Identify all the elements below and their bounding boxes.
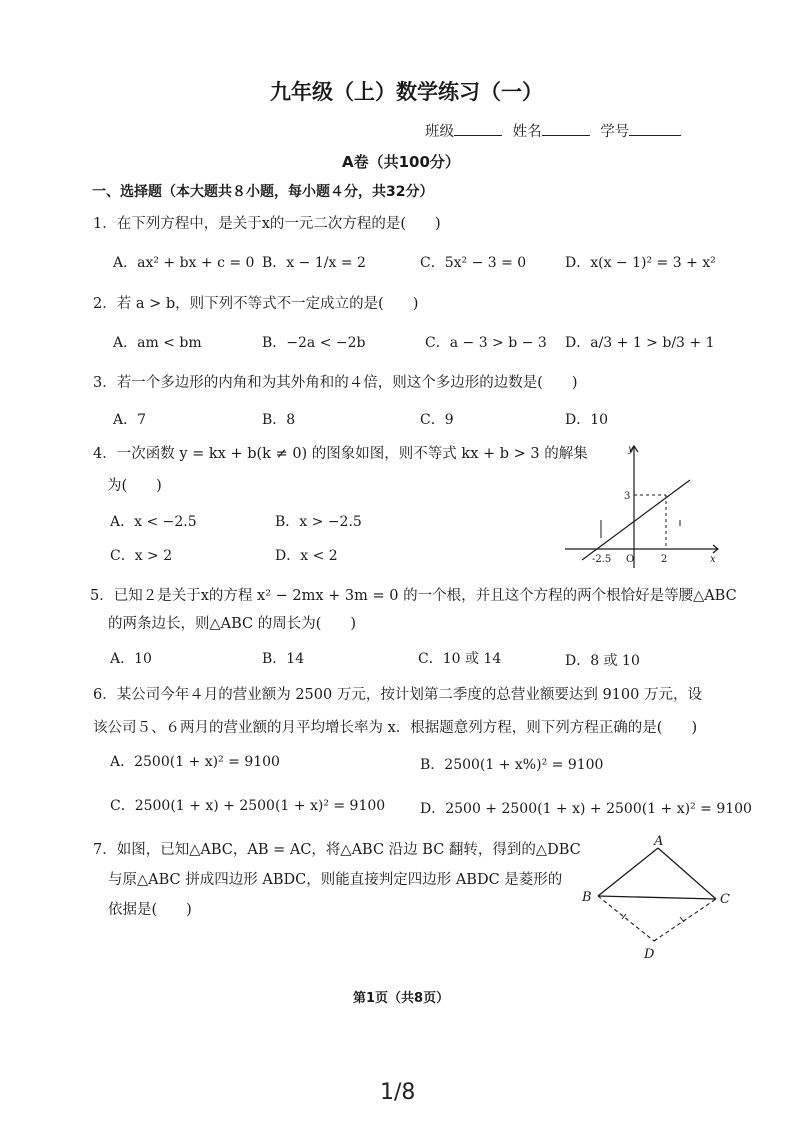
- side-bc: [598, 896, 716, 899]
- question-3-stem: 3．若一个多边形的内角和为其外角和的４倍，则这个多边形的边数是( ): [93, 375, 578, 391]
- question-7-stem-cont: 与原△ABC 拼成四边形 ABDC，则能直接判定四边形 ABDC 是菱形的: [108, 872, 563, 888]
- id-label: 学号: [600, 124, 630, 140]
- question-7-stem-cont2: 依据是( ): [108, 902, 192, 918]
- question-2-stem: 2．若 a > b，则下列不等式不一定成立的是( ): [93, 296, 419, 312]
- id-blank: [629, 135, 681, 136]
- q5-option-d: D．8 或 10: [565, 653, 640, 669]
- question-5-stem: 5．已知２是关于x的方程 x² − 2mx + 3m = 0 的一个根，并且这个方程的两个根恰好是等腰△ABC: [90, 588, 737, 604]
- page-indicator: 1/8: [380, 1080, 416, 1105]
- student-info: [425, 120, 681, 141]
- q6-option-a: A．2500(1 + x)² = 9100: [110, 754, 280, 770]
- q6-option-c: C．2500(1 + x) + 2500(1 + x)² = 9100: [110, 798, 386, 814]
- section-heading: A卷（共100分）: [342, 153, 460, 171]
- x-axis-label: x: [710, 554, 716, 565]
- tick-dc: [680, 917, 684, 922]
- q3-option-d: D．10: [565, 412, 609, 428]
- side-ac: [658, 848, 716, 899]
- question-7-stem: 7．如图，已知△ABC，AB = AC，将△ABC 沿边 BC 翻转，得到的△DBC: [93, 842, 581, 858]
- side-bd: [598, 896, 654, 941]
- vertex-c-label: C: [720, 892, 730, 907]
- origin-label: O: [626, 554, 635, 565]
- rhombus-figure: [576, 833, 746, 965]
- q2-option-d: D．a/3 + 1 > b/3 + 1: [565, 335, 715, 351]
- q1-option-d: D．x(x − 1)² = 3 + x²: [565, 255, 716, 271]
- vertex-d-label: D: [644, 947, 655, 962]
- vertex-a-label: A: [654, 834, 664, 849]
- x-tick-neg: -2.5: [592, 554, 612, 565]
- q3-option-a: A．7: [113, 412, 147, 428]
- name-blank: [542, 135, 590, 136]
- q5-option-c: C．10 或 14: [418, 651, 502, 667]
- side-dc: [654, 899, 716, 941]
- q5-option-b: B．14: [262, 651, 305, 667]
- vertex-b-label: B: [582, 890, 592, 905]
- name-label: 姓名: [512, 124, 542, 140]
- function-line: [582, 480, 690, 560]
- question-6-stem-cont: 该公司５、６两月的营业额的月平均增长率为 x．根据题意列方程，则下列方程正确的是( ): [93, 720, 698, 736]
- q4-option-c: C．x > 2: [110, 548, 173, 564]
- q1-option-b: B．x − 1/x = 2: [262, 255, 366, 271]
- q2-option-b: B．−2a < −2b: [262, 335, 366, 351]
- q4-option-d: D．x < 2: [275, 548, 338, 564]
- part-heading: 一、选择题（本大题共８小题，每小题４分，共32分）: [92, 184, 434, 200]
- q4-option-a: A．x < −2.5: [110, 514, 197, 530]
- class-blank: [454, 135, 502, 136]
- side-ab: [598, 848, 658, 896]
- question-5-stem-cont: 的两条边长，则△ABC 的周长为( ): [108, 616, 357, 632]
- linear-function-graph: [560, 438, 730, 572]
- q6-option-d: D．2500 + 2500(1 + x) + 2500(1 + x)² = 9100: [420, 801, 752, 817]
- q3-option-c: C．9: [420, 412, 454, 428]
- q1-option-c: C．5x² − 3 = 0: [420, 255, 527, 271]
- question-4-stem-cont: 为( ): [107, 478, 162, 494]
- class-label: 班级: [425, 124, 454, 140]
- question-1-stem: 1．在下列方程中，是关于x的一元二次方程的是( ): [93, 216, 441, 232]
- question-4-stem: 4．一次函数 y = kx + b(k ≠ 0) 的图象如图，则不等式 kx + b > 3 的解集: [93, 446, 588, 462]
- x-tick-2: 2: [661, 554, 668, 565]
- q1-option-a: A．ax² + bx + c = 0: [113, 255, 255, 271]
- q2-option-a: A．am < bm: [113, 335, 202, 351]
- page-footer: 第1页（共8页）: [353, 991, 450, 1006]
- q2-option-c: C．a − 3 > b − 3: [425, 335, 547, 351]
- q3-option-b: B．8: [262, 412, 296, 428]
- q6-option-b: B．2500(1 + x%)² = 9100: [420, 757, 604, 773]
- y-tick-3: 3: [624, 491, 631, 502]
- page-title: 九年级（上）数学练习（一）: [270, 80, 543, 104]
- y-axis-label: y: [628, 444, 634, 455]
- q5-option-a: A．10: [110, 651, 152, 667]
- q4-option-b: B．x > −2.5: [275, 514, 362, 530]
- question-6-stem: 6．某公司今年４月的营业额为 2500 万元，按计划第二季度的总营业额要达到 9100 万元，设: [93, 687, 702, 703]
